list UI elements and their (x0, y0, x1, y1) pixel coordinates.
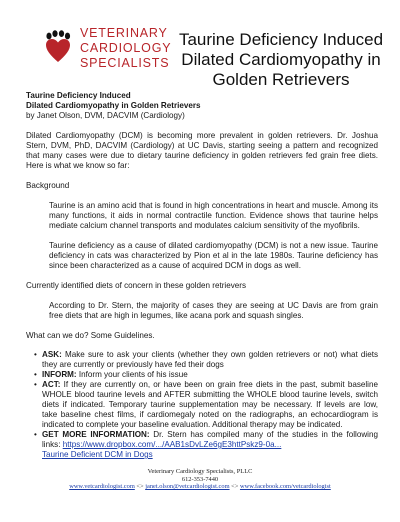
list-item: • ACT: If they are currently on, or have been on grain free diets in the past, submit baseline WHOLE blood taurine levels and AFTER submitting the WHOLE blood taurine levels, switch diets if indicated. Temporary taurine supplementation may be necessary. If levels are low, take baseline chest films, if cardiomegaly noted on the radiographs, an echocardiogram is indicated to complete your baseline evaluation. Additional therapy may be indicated. (34, 380, 378, 430)
header-title (178, 30, 384, 90)
list-item: • GET MORE INFORMATION: Dr. Stern has compiled many of the studies in the following links: https://www.dropbox.com/.../AAB1sDvLZe6gE3httPskz9-0a... Taurine Deficient DCM in Dogs (34, 430, 378, 460)
logo-line-1: VETERINARY (80, 26, 168, 40)
footer-org: Veterinary Cardiology Specialists, PLLC (147, 468, 253, 475)
dropbox-link[interactable]: https://www.dropbox.com/.../AAB1sDvLZe6gE3httPskz9-0a... (62, 440, 282, 449)
guidelines-heading: What can we do? Some Guidelines. (26, 331, 155, 340)
article-title-line-1: Taurine Deficiency Induced (26, 91, 131, 100)
article-body (26, 91, 378, 460)
header-title-line-3: Golden Retrievers (212, 70, 350, 89)
diets-paragraph: According to Dr. Stern, the majority of cases they are seeing at UC Davis are from grain free diets that are high in legumes, like acana pork and squash singles. (49, 301, 378, 320)
footer-separator: <> (229, 483, 240, 491)
article-title-line-2: Dilated Cardiomyopathy in Golden Retrievers (26, 101, 201, 110)
footer-links (0, 483, 400, 491)
header-title-line-1: Taurine Deficiency Induced (178, 30, 384, 49)
paw-heart-icon (44, 30, 72, 64)
list-item: • ASK: Make sure to ask your clients (whether they own golden retrievers or not) what diets they are currently or previously have fed their dogs (34, 350, 378, 370)
header-title-line-2: Dilated Cardiomyopathy in (181, 50, 381, 69)
footer-phone: 612-353-7440 (181, 475, 219, 483)
guidelines-list (26, 350, 378, 460)
email-link[interactable]: janet.olson@vetcardiologist.com (145, 483, 230, 491)
website-link[interactable]: www.vetcardiologist.com (69, 483, 135, 491)
background-paragraph-1: Taurine is an amino acid that is found in high concentrations in heart and muscle. Among its many functions, it aids in normal contractile function. Evidence shows that taurine helps mediate calcium channel transports and modulates calcium sensitivity of the myofibrils. (49, 201, 378, 230)
background-heading: Background (26, 181, 70, 190)
facebook-link[interactable]: www.facebook.com/vetcardiologist (239, 483, 331, 491)
logo-line-3: SPECIALISTS (80, 56, 170, 70)
intro-paragraph: Dilated Cardiomyopathy (DCM) is becoming more prevalent in golden retrievers. Dr. Joshua Stern, DVM, PhD, DACVIM (Cardiology) at UC Davis, starting seeing a pattern and recognized that many cases were due to dietary taurine deficiency in golden retrievers fed grain free diets. Here is what we know so far: (26, 131, 378, 170)
logo-line-2: CARDIOLOGY (80, 41, 172, 55)
background-paragraph-2: Taurine deficiency as a cause of dilated cardiomyopathy (DCM) is not a new issue. Taurine deficiency in cats was characterized by Pion et al in the late 1980s. Taurine deficiency has since been characterized as a cause of acquired DCM in dogs as well. (49, 241, 378, 270)
article-byline: by Janet Olson, DVM, DACVIM (Cardiology) (26, 111, 185, 120)
list-item: • INFORM: Inform your clients of his issue (34, 370, 378, 380)
logo-text (80, 26, 171, 71)
footer (0, 468, 400, 491)
footer-separator: <> (134, 483, 146, 491)
diets-heading: Currently identified diets of concern in these golden retrievers (26, 281, 246, 290)
logo (44, 22, 174, 94)
taurine-dcm-link[interactable]: Taurine Deficient DCM in Dogs (42, 450, 153, 459)
